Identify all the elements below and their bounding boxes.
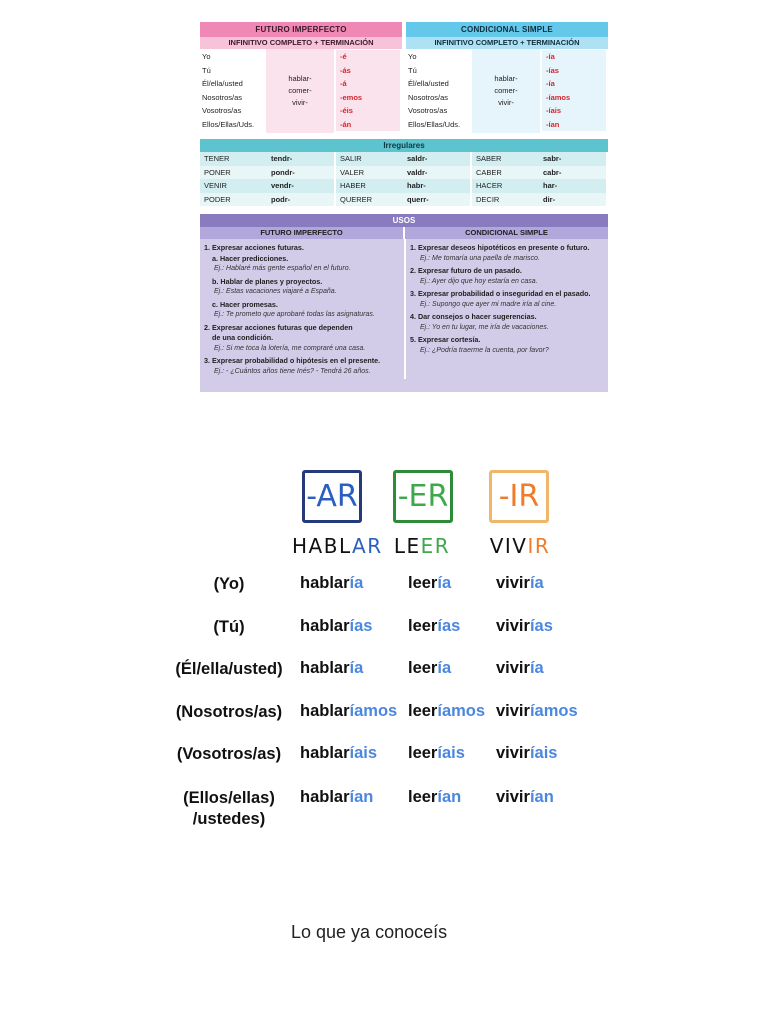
row-pronoun: (Tú) [213, 618, 245, 636]
verb-suffix: IR [527, 534, 551, 558]
irregular-stem: podr- [267, 193, 336, 207]
ending: -éis [340, 106, 353, 115]
form-stem: leer [408, 788, 438, 806]
conjugated-form [300, 744, 377, 763]
verb-suffix: AR [352, 534, 383, 558]
verb-suffix: ER [420, 534, 451, 558]
irregular-stem: cabr- [539, 166, 608, 180]
usage-example: Ej.: Si me toca la lotería, me compraré una casa. [214, 344, 366, 352]
usage-item: 1. Expresar acciones futuras. [204, 243, 304, 252]
form-ending: íamos [529, 702, 578, 720]
form-ending: íais [529, 744, 558, 762]
condicional-stems [472, 49, 540, 133]
condicional-title: CONDICIONAL SIMPLE [406, 22, 608, 37]
usage-example: Ej.: Me tomaría una paella de marisco. [420, 254, 540, 262]
pronoun: Ellos/Ellas/Uds. [408, 119, 461, 129]
form-stem: leer [408, 617, 438, 635]
row-pronoun: (Ellos/ellas) /ustedes) [183, 789, 275, 828]
pronoun: Nosotros/as [408, 92, 449, 102]
row-pronoun: (Yo) [213, 575, 245, 593]
conjugated-form [496, 702, 578, 721]
ending: -ían [546, 119, 560, 129]
condicional-subtitle: INFINITIVO COMPLETO + TERMINACIÓN [406, 37, 608, 49]
usage-example: Ej.: Estas vacaciones viajaré a España. [214, 288, 337, 295]
usage-example: Ej.: Ayer dijo que hoy estaría en casa. [420, 277, 538, 285]
form-ending: íais [349, 744, 378, 762]
irregular-row [200, 152, 608, 166]
ending: -emos [340, 92, 363, 102]
ending: -ía [546, 52, 555, 61]
form-ending: ía [529, 574, 544, 592]
form-ending: ían [437, 788, 462, 806]
stem: vivir- [498, 98, 514, 107]
condicional-endings [542, 50, 606, 131]
irregular-infinitive: CABER [476, 167, 502, 177]
form-stem: vivir [496, 617, 530, 635]
usos-title: USOS [200, 214, 608, 227]
form-ending: ía [349, 659, 364, 677]
form-ending: ían [349, 788, 374, 806]
irregular-stem: vendr- [267, 179, 336, 193]
irregular-infinitive: SALIR [340, 154, 362, 163]
irregular-stem: habr- [403, 179, 472, 193]
irregular-stem: tendr- [267, 152, 336, 166]
conjugation-row [160, 617, 610, 643]
irregulares-title: Irregulares [200, 139, 608, 152]
irregular-stem: dir- [539, 193, 608, 207]
pronoun: Nosotros/as [202, 92, 243, 102]
irregular-row [200, 179, 608, 193]
form-stem: hablar [300, 702, 350, 720]
irregular-infinitive: VALER [340, 167, 365, 177]
form-ending: ías [437, 617, 461, 635]
usos-futuro-heading: FUTURO IMPERFECTO [200, 227, 403, 239]
pronoun: Él/ella/usted [202, 79, 243, 88]
irregular-row [200, 166, 608, 180]
pronoun: Yo [408, 52, 417, 61]
futuro-stems [266, 49, 334, 133]
usage-item: 3. Expresar probabilidad o inseguridad en el pasado. [410, 289, 591, 298]
conjugated-form [408, 574, 451, 593]
futuro-title: FUTURO IMPERFECTO [200, 22, 402, 37]
irregulares-rows [200, 152, 608, 206]
form-stem: hablar [300, 617, 350, 635]
conjugation-row [160, 788, 610, 828]
form-ending: ía [349, 574, 364, 592]
verb-leer [382, 534, 462, 558]
condicional-pronouns [408, 50, 470, 131]
usage-item: 4. Dar consejos o hacer sugerencias. [410, 312, 537, 321]
form-ending: ían [529, 788, 554, 806]
usos-condicional-heading: CONDICIONAL SIMPLE [403, 227, 608, 239]
conjugated-form [496, 574, 544, 593]
conjugated-form [408, 617, 460, 636]
pronoun: Él/ella/usted [408, 79, 449, 88]
verb-stem: VIV [489, 534, 528, 558]
er-ending-box: -ER [393, 470, 453, 523]
conjugated-form [300, 702, 397, 721]
pronoun: Ellos/Ellas/Uds. [202, 119, 255, 129]
row-pronoun: (Nosotros/as) [175, 703, 283, 721]
stem: comer- [288, 86, 312, 95]
form-stem: vivir [496, 659, 530, 677]
ending: -ías [546, 65, 559, 75]
futuro-imperfecto-panel [200, 22, 402, 134]
futuro-subtitle: INFINITIVO COMPLETO + TERMINACIÓN [200, 37, 402, 49]
pronoun: Yo [202, 52, 211, 61]
pronoun: Vosotros/as [202, 106, 242, 115]
irregular-stem: har- [539, 179, 608, 193]
usage-item: 5. Expresar cortesía. [410, 335, 481, 344]
irregular-infinitive: QUERER [340, 194, 373, 204]
caption: Lo que ya conoceís [291, 922, 448, 942]
irregular-infinitive: PODER [204, 194, 231, 204]
form-stem: leer [408, 744, 438, 762]
usage-item: 1. Expresar deseos hipotéticos en presente o futuro. [410, 243, 590, 252]
ending: -ía [546, 79, 555, 88]
ending: -á [340, 79, 347, 88]
usage-example: Ej.: Te prometo que aprobaré todas las asignaturas. [214, 311, 375, 318]
verb-stem: HABL [292, 534, 353, 558]
ending: -íais [546, 106, 562, 115]
condicional-simple-panel [406, 22, 608, 134]
conjugated-form [300, 659, 363, 678]
form-ending: ía [529, 659, 544, 677]
conjugated-form [408, 702, 485, 721]
row-pronoun: (Él/ella/usted) [175, 660, 283, 678]
usage-item: b. Hablar de planes y proyectos. [212, 276, 323, 286]
conjugated-form [300, 574, 363, 593]
stem: comer- [494, 86, 518, 95]
grammar-infographic [200, 22, 608, 392]
conjugation-row [160, 702, 610, 728]
form-stem: hablar [300, 788, 350, 806]
conditional-conjugation-chart [160, 460, 610, 840]
irregular-stem: querr- [403, 193, 472, 207]
conjugated-form [496, 659, 544, 678]
form-ending: ía [437, 659, 452, 677]
verb-hablar [292, 534, 383, 558]
ending: -é [340, 52, 347, 61]
usage-item: c. Hacer promesas. [212, 299, 278, 309]
irregular-stem: pondr- [267, 166, 336, 180]
form-ending: ía [437, 574, 452, 592]
irregular-infinitive: HACER [476, 181, 503, 190]
form-ending: íais [437, 744, 465, 762]
form-ending: ías [349, 617, 373, 635]
verb-vivir [480, 534, 560, 558]
form-stem: vivir [496, 702, 530, 720]
conjugated-form [408, 744, 465, 763]
irregular-stem: sabr- [539, 152, 608, 166]
usos-condicional-list [404, 239, 608, 379]
conjugated-form [496, 788, 554, 807]
form-stem: leer [408, 702, 438, 720]
form-stem: hablar [300, 574, 350, 592]
irregular-infinitive: HABER [340, 181, 366, 190]
form-ending: ías [529, 617, 553, 635]
conjugated-form [408, 788, 461, 807]
usage-item: a. Hacer predicciones. [212, 253, 289, 263]
futuro-pronouns [202, 50, 264, 131]
irregular-infinitive: VENIR [204, 181, 227, 190]
pronoun: Tú [408, 65, 417, 75]
usage-example: Ej.: Yo en tu lugar, me iría de vacaciones. [420, 323, 549, 331]
usage-example: Ej.: Hablaré más gente español en el futuro. [214, 265, 351, 272]
form-stem: vivir [496, 574, 530, 592]
conjugation-row [160, 744, 610, 770]
stem: hablar- [288, 74, 312, 83]
form-stem: leer [408, 659, 438, 677]
usage-item: de una condición. [212, 333, 274, 342]
usage-item: 2. Expresar acciones futuras que dependen [204, 322, 353, 332]
form-stem: vivir [496, 788, 530, 806]
usage-example: Ej.: - ¿Cuántos años tiene Inés? - Tendrá 26 años. [214, 367, 371, 375]
conjugated-form [300, 788, 373, 807]
conjugation-row [160, 574, 610, 600]
usage-item: 2. Expresar futuro de un pasado. [410, 266, 522, 275]
usage-example: Ej.: ¿Podría traerme la cuenta, por favor? [420, 346, 549, 354]
irregular-row [200, 193, 608, 207]
pronoun: Vosotros/as [408, 106, 448, 115]
conjugated-form [300, 617, 372, 636]
ending: -íamos [546, 92, 571, 102]
conjugation-row [160, 659, 610, 685]
stem: vivir- [292, 98, 308, 107]
form-ending: íamos [349, 702, 398, 720]
futuro-endings [336, 50, 400, 131]
usage-item: 3. Expresar probabilidad o hipótesis en el presente. [204, 356, 381, 365]
conjugated-form [496, 744, 557, 763]
form-stem: hablar [300, 744, 350, 762]
form-stem: vivir [496, 744, 530, 762]
irregular-stem: saldr- [403, 152, 472, 166]
irregular-stem: valdr- [403, 166, 472, 180]
usos-futuro-list [200, 239, 404, 379]
ar-ending-box: -AR [302, 470, 362, 523]
verb-stem: LE [393, 534, 421, 558]
irregular-infinitive: DECIR [476, 194, 500, 204]
usos-section [200, 214, 608, 392]
ending: -án [340, 119, 352, 129]
conjugated-form [408, 659, 451, 678]
stem: hablar- [494, 74, 518, 83]
irregular-infinitive: TENER [204, 154, 230, 163]
row-pronoun: (Vosotros/as) [176, 745, 282, 763]
ir-ending-box: -IR [489, 470, 549, 523]
pronoun: Tú [202, 65, 211, 75]
form-ending: íamos [437, 702, 486, 720]
conjugated-form [496, 617, 553, 636]
irregular-infinitive: PONER [204, 167, 231, 177]
form-stem: hablar [300, 659, 350, 677]
usage-example: Ej.: Supongo que ayer mi madre iría al cine. [420, 300, 557, 308]
form-stem: leer [408, 574, 438, 592]
irregular-infinitive: SABER [476, 154, 502, 163]
ending: -ás [340, 65, 351, 75]
